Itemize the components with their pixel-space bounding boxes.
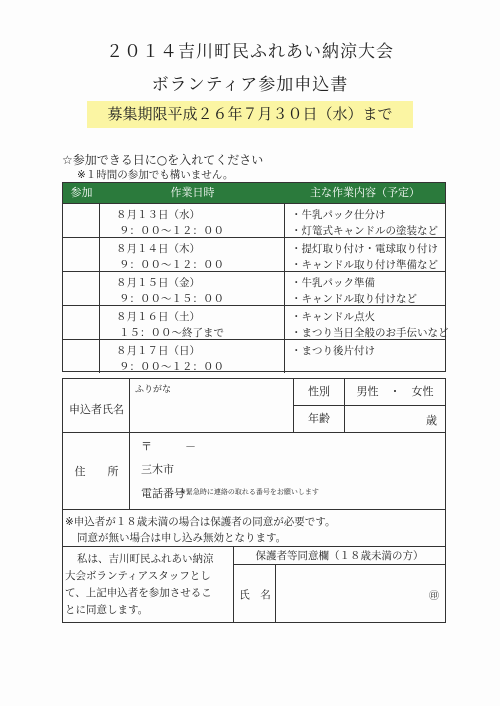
form-title: ボランティア参加申込書 — [151, 75, 349, 95]
age-label: 年齢 — [293, 405, 345, 432]
task-item: ・キャンドル点火 — [291, 311, 375, 323]
sex-options[interactable]: 男性 ・ 女性 — [356, 385, 434, 398]
seal-icon: ㊞ — [429, 591, 439, 602]
work-time: ９：００～１２：００ — [119, 361, 224, 373]
work-time: ９：００～１５：００ — [119, 293, 224, 305]
consent-line: 私は、吉川町民ふれあい納涼 — [77, 553, 214, 565]
work-time: ９：００～１２：００ — [119, 225, 224, 237]
consent-section — [62, 547, 446, 623]
participation-check-cell[interactable] — [63, 340, 100, 373]
address-label: 住 所 — [74, 465, 119, 478]
activity-table — [62, 182, 449, 373]
instruction: ☆参加できる日に○を入れてください — [62, 153, 264, 167]
sex-label: 性別 — [293, 379, 345, 405]
guardian-notes — [62, 510, 446, 547]
work-time: １５：００～終了まで — [119, 327, 224, 339]
work-date: ８月１５日（金） — [116, 277, 200, 289]
task-item: ・まつり後片付け — [291, 345, 375, 357]
task-item: ・まつり当日全般のお手伝いなど — [291, 327, 449, 339]
phone-note: ※緊急時に連絡の取れる番号をお願いします — [180, 488, 319, 496]
deadline-banner: 募集期限平成２６年７月３０日（水）まで — [87, 101, 413, 128]
work-date: ８月１６日（土） — [116, 311, 200, 323]
table-row — [63, 339, 445, 373]
age-field[interactable] — [345, 405, 445, 432]
work-date: ８月１７日（日） — [116, 345, 200, 357]
postal-code-field[interactable]: 〒 － — [141, 440, 196, 453]
participation-check-cell[interactable] — [63, 238, 100, 271]
work-date: ８月１３日（水） — [116, 209, 200, 221]
participation-check-cell[interactable] — [63, 306, 100, 339]
consent-statement — [63, 547, 234, 622]
note-line: ※申込者が１８歳未満の場合は保護者の同意が必要です。 — [65, 516, 336, 528]
instruction-note: ※１時間の参加でも構いません。 — [77, 169, 234, 181]
task-item: ・提灯取り付け・電球取り付け — [291, 243, 438, 255]
header-participate: 参加 — [70, 186, 93, 199]
task-item: ・灯篭式キャンドルの塗装など — [291, 225, 438, 237]
note-line: 同意が無い場合は申し込み無効となります。 — [77, 532, 287, 544]
consent-line: て、上記申込者を参加させるこ — [65, 587, 212, 599]
applicant-name-label: 申込者氏名 — [69, 403, 124, 416]
consent-line: 大会ボランティアスタッフとし — [65, 570, 211, 582]
event-title: ２０１４吉川町民ふれあい納涼大会 — [106, 42, 394, 62]
table-row — [63, 203, 445, 237]
activity-table-header — [63, 183, 445, 203]
table-row — [63, 237, 445, 271]
header-datetime: 作業日時 — [170, 186, 215, 199]
furigana-label: ふりがな — [135, 385, 172, 395]
city-field[interactable]: 三木市 — [141, 463, 174, 476]
task-item: ・牛乳パック仕分け — [291, 209, 386, 221]
work-date: ８月１４日（木） — [116, 243, 200, 255]
work-time: ９：００～１２：００ — [119, 259, 224, 271]
phone-label: 電話番号 — [141, 487, 185, 500]
guardian-consent-title: 保護者等同意欄（１８歳未満の方） — [234, 547, 445, 565]
participation-check-cell[interactable] — [63, 272, 100, 305]
table-row — [63, 271, 445, 305]
guardian-name-label: 氏 名 — [239, 589, 271, 601]
table-row — [63, 305, 449, 339]
task-item: ・キャンドル取り付けなど — [291, 293, 417, 305]
consent-line: とに同意します。 — [65, 604, 149, 616]
task-item: ・キャンドル取り付け準備など — [291, 259, 438, 271]
header-tasks: 主な作業内容（予定） — [310, 186, 420, 199]
applicant-section — [62, 378, 446, 510]
age-unit: 歳 — [426, 414, 437, 427]
participation-check-cell[interactable] — [63, 204, 100, 237]
task-item: ・牛乳パック準備 — [291, 277, 375, 289]
